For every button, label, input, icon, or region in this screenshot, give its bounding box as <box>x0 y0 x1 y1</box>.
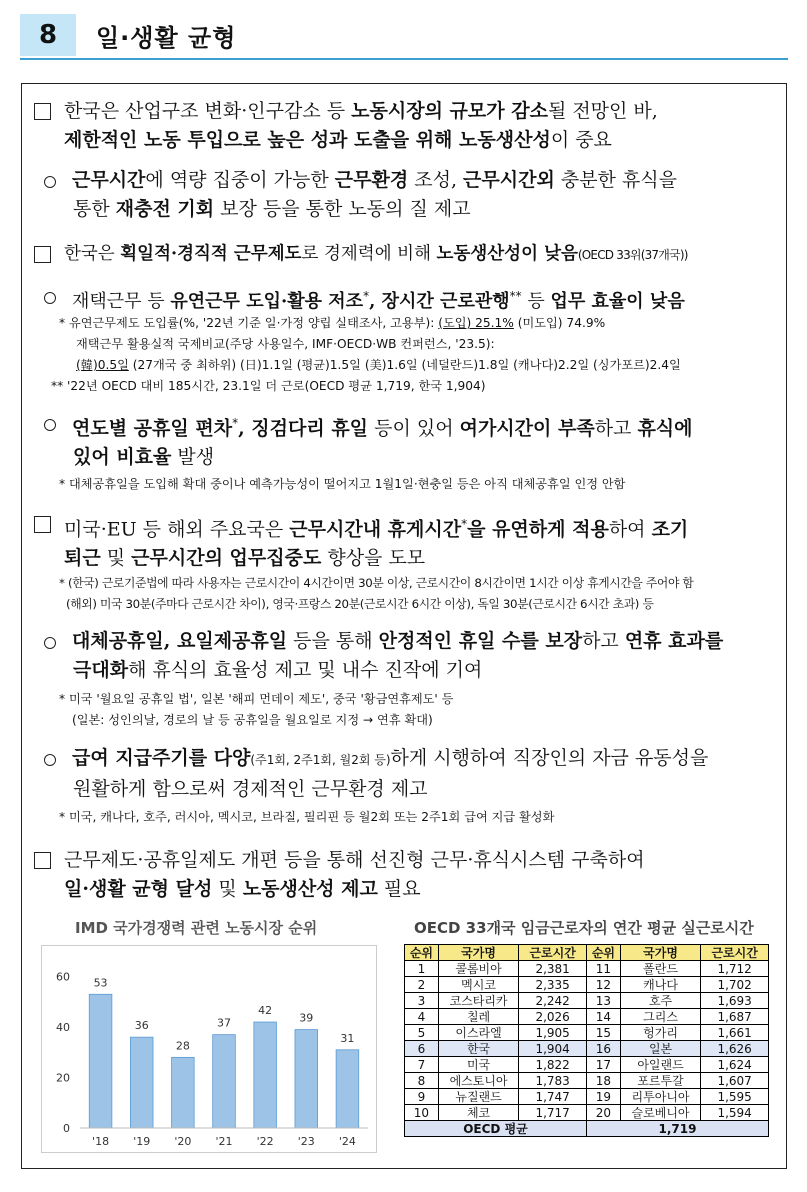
table-cell: 슬로베니아 <box>620 1105 700 1121</box>
x-tick-label: '19 <box>133 1135 151 1148</box>
note-highlight: (도입) 25.1% <box>438 316 514 330</box>
circle-bullet-icon <box>44 637 56 649</box>
table-cell: 19 <box>586 1089 620 1105</box>
emphasis: 재충전 기회 <box>115 198 215 220</box>
table-title: OECD 33개국 임금근로자의 연간 평균 실근로시간 <box>414 919 754 937</box>
square-bullet-icon <box>34 246 51 263</box>
emphasis: 장시간 근로관행 <box>381 291 510 312</box>
bullet-square-4 <box>34 846 645 904</box>
text: 등을 통해 <box>287 630 379 652</box>
y-tick-label: 20 <box>56 1071 70 1085</box>
average-value: 1,719 <box>586 1121 768 1137</box>
x-tick-label: '21 <box>215 1135 233 1148</box>
emphasis: 근무시간내 휴게시간 <box>289 518 462 541</box>
note-text: (해외) 미국 30분(주마다 근로시간 차이), 영국·프랑스 20분(근로시간 6시간 이상), 독일 30분(근로시간 6시간 초과) 등 <box>66 597 654 611</box>
table-cell: 1,607 <box>701 1073 769 1089</box>
table-cell: 이스라엘 <box>438 1025 518 1041</box>
bar <box>254 1022 277 1128</box>
emphasis: 휴식에 <box>637 417 693 440</box>
work-hours-table <box>404 944 769 1137</box>
text: 근무제도·공휴일제도 개편 등을 통해 선진형 근무·휴식시스템 구축하여 <box>64 849 645 871</box>
note-text: ** '22년 OECD 대비 185시간, 23.1일 더 근로(OECD 평균 1,719, 한국 1,904) <box>51 379 486 393</box>
table-cell: 14 <box>586 1009 620 1025</box>
bullet-square-3 <box>34 510 688 573</box>
bar-chart-container <box>41 945 377 1153</box>
text: 한국은 산업구조 변화·인구감소 등 <box>64 100 352 122</box>
table-row <box>405 1105 769 1121</box>
table-cell: 20 <box>586 1105 620 1121</box>
emphasis: 노동생산성 제고 <box>242 878 378 900</box>
table-cell: 2,026 <box>519 1009 587 1025</box>
table-cell: 1,687 <box>701 1009 769 1025</box>
note-highlight: 0.5일 <box>97 358 129 372</box>
emphasis: 극대화 <box>73 659 129 681</box>
table-cell: 1,594 <box>701 1105 769 1121</box>
text: 하여 <box>608 518 652 541</box>
y-tick-label: 40 <box>56 1021 70 1035</box>
average-label: OECD 평균 <box>405 1121 587 1137</box>
table-cell: 17 <box>586 1057 620 1073</box>
table-cell: 호주 <box>620 993 700 1009</box>
column-header: 근로시간 <box>519 945 587 961</box>
note-text: * 유연근무제도 도입률(%, '22년 기준 일·가정 양립 실태조사, 고용부): <box>59 316 439 330</box>
table-cell: 5 <box>405 1025 439 1041</box>
text: 조성, <box>408 169 464 191</box>
table-cell: 3 <box>405 993 439 1009</box>
x-tick-label: '20 <box>174 1135 192 1148</box>
text: 한국은 <box>64 244 121 264</box>
emphasis: 연휴 효과를 <box>624 630 724 652</box>
text: 하게 시행하여 직장인의 자금 유동성을 <box>390 747 709 769</box>
text: 이 중요 <box>550 129 612 151</box>
table-cell: 2 <box>405 977 439 993</box>
x-tick-label: '18 <box>92 1135 110 1148</box>
table-cell: 칠레 <box>438 1009 518 1025</box>
table-cell: 12 <box>586 977 620 993</box>
table-cell: 뉴질랜드 <box>438 1089 518 1105</box>
header-underline <box>20 58 788 60</box>
table-row <box>405 1025 769 1041</box>
text: 등 <box>521 291 551 312</box>
text: 될 전망인 바, <box>547 100 658 122</box>
table-cell: 1,783 <box>519 1073 587 1089</box>
square-bullet-icon <box>34 852 51 869</box>
table-cell: 에스토니아 <box>438 1073 518 1089</box>
text: 향상을 도모 <box>321 547 426 570</box>
data-label: 36 <box>134 1019 149 1033</box>
emphasis: 근무시간의 업무집중도 <box>131 547 322 570</box>
table-cell: 2,242 <box>519 993 587 1009</box>
y-tick-label: 0 <box>63 1122 70 1135</box>
data-label: 53 <box>93 976 108 990</box>
table-cell: 4 <box>405 1009 439 1025</box>
bullet-circle-2 <box>44 282 685 316</box>
table-cell: 리투아니아 <box>620 1089 700 1105</box>
emphasis: 노동시장의 규모가 감소 <box>351 100 548 122</box>
text: 통한 <box>73 198 116 220</box>
table-cell: 1,747 <box>519 1089 587 1105</box>
bullet-circle-4 <box>44 627 723 685</box>
x-tick-label: '22 <box>256 1135 274 1148</box>
bullet-circle-3 <box>44 409 693 472</box>
table-cell: 1,661 <box>701 1025 769 1041</box>
table-cell: 일본 <box>620 1041 700 1057</box>
table-cell: 포르투갈 <box>620 1073 700 1089</box>
circle-bullet-icon <box>44 754 56 766</box>
emphasis: 제한적인 노동 투입으로 높은 성과 도출을 위해 노동생산성 <box>64 129 551 151</box>
table-cell: 캐나다 <box>620 977 700 993</box>
data-label: 37 <box>217 1016 231 1030</box>
table-header-row <box>405 945 769 961</box>
square-bullet-icon <box>34 516 51 533</box>
column-header: 국가명 <box>438 945 518 961</box>
table-cell: 16 <box>586 1041 620 1057</box>
table-cell: 1,624 <box>701 1057 769 1073</box>
emphasis: 노동생산성이 낮음 <box>436 244 578 264</box>
table-average-row <box>405 1121 769 1137</box>
table-cell: 1,904 <box>519 1041 587 1057</box>
text: 보장 등을 통한 노동의 질 제고 <box>214 198 471 220</box>
footnote-mark: * <box>232 416 239 430</box>
note-text: * (한국) 근로기준법에 따라 사용자는 근로시간이 4시간이면 30분 이상, 근로시간이 8시간이면 1시간 이상 휴게시간을 주어야 함 <box>59 576 694 590</box>
emphasis: 근무시간외 <box>463 169 555 191</box>
table-row <box>405 961 769 977</box>
emphasis: 연도별 공휴일 편차 <box>72 417 233 440</box>
table-cell: 콜롬비아 <box>438 961 518 977</box>
emphasis: 안정적인 휴일 수를 보장 <box>378 630 583 652</box>
bullet-circle-1 <box>44 166 677 224</box>
emphasis: 급여 지급주기를 다양 <box>72 747 251 769</box>
text: 미국·EU 등 해외 주요국은 <box>64 518 290 541</box>
emphasis: 있어 비효율 <box>73 446 172 469</box>
table-cell: 1,595 <box>701 1089 769 1105</box>
table-cell: 10 <box>405 1105 439 1121</box>
footnote-mark: * <box>363 289 370 303</box>
emphasis: 퇴근 <box>64 547 101 570</box>
table-cell: 1,712 <box>701 961 769 977</box>
note-block-5: * 미국, 캐나다, 호주, 러시아, 멕시코, 브라질, 필리핀 등 월2회 또는 2주1회 급여 지급 활성화 <box>59 810 555 824</box>
table-cell: 폴란드 <box>620 961 700 977</box>
table-cell: 1,693 <box>701 993 769 1009</box>
table-cell: 18 <box>586 1073 620 1089</box>
data-label: 31 <box>340 1031 355 1045</box>
bar <box>89 994 112 1128</box>
text: 하고 <box>582 630 625 652</box>
table-cell: 11 <box>586 961 620 977</box>
emphasis: 획일적·경직적 근무제도 <box>120 244 302 264</box>
chart-title: IMD 국가경쟁력 관련 노동시장 순위 <box>75 919 318 937</box>
text: 원활하게 함으로써 경제적인 근무환경 제고 <box>73 778 428 800</box>
table-cell: 13 <box>586 993 620 1009</box>
text: 및 <box>212 878 243 900</box>
bar <box>213 1035 236 1128</box>
text: 충분한 휴식을 <box>554 169 678 191</box>
data-label: 42 <box>258 1004 273 1018</box>
table-cell: 6 <box>405 1041 439 1057</box>
table-cell: 한국 <box>438 1041 518 1057</box>
emphasis: 여가시간이 부족 <box>459 417 595 440</box>
footnote-mark: * <box>461 517 468 531</box>
text: 등이 있어 <box>368 417 460 440</box>
table-row <box>405 1073 769 1089</box>
footnote-mark: ** <box>509 289 522 303</box>
circle-bullet-icon <box>44 176 56 188</box>
x-tick-label: '23 <box>297 1135 315 1148</box>
section-title: 일·생활 균형 <box>96 24 237 52</box>
data-label: 39 <box>299 1011 314 1025</box>
note-block-3 <box>59 573 693 615</box>
bullet-square-2 <box>34 240 688 270</box>
note-text: * 미국 '월요일 공휴일 법', 일본 '해피 먼데이 제도', 중국 '황금연휴제도' 등 <box>59 692 454 706</box>
emphasis: 유연근무 도입·활용 저조 <box>170 291 364 312</box>
column-header: 국가명 <box>620 945 700 961</box>
table-cell: 2,335 <box>519 977 587 993</box>
column-header: 순위 <box>586 945 620 961</box>
emphasis: , <box>238 417 252 440</box>
bar <box>336 1050 359 1128</box>
bullet-circle-5 <box>44 744 708 804</box>
text: (OECD 33위(37개국)) <box>577 248 688 262</box>
note-block-2: * 대체공휴일을 도입해 확대 중이나 예측가능성이 떨어지고 1월1일·현충일 등은 아직 대체공휴일 인정 안함 <box>59 477 626 491</box>
emphasis: 근무시간 <box>72 169 146 191</box>
emphasis: 조기 <box>651 518 689 541</box>
note-highlight: (韓) <box>76 358 98 372</box>
y-tick-label: 60 <box>56 970 70 984</box>
table-cell: 9 <box>405 1089 439 1105</box>
text: 하고 <box>594 417 638 440</box>
table-row <box>405 977 769 993</box>
table-cell: 15 <box>586 1025 620 1041</box>
table-cell: 그리스 <box>620 1009 700 1025</box>
emphasis: 을 유연하게 적용 <box>467 518 609 541</box>
table-cell: 체코 <box>438 1105 518 1121</box>
note-block-4 <box>59 689 453 731</box>
data-label: 28 <box>175 1039 190 1053</box>
circle-bullet-icon <box>44 419 56 431</box>
table-cell: 8 <box>405 1073 439 1089</box>
table-cell: 멕시코 <box>438 977 518 993</box>
table-cell: 7 <box>405 1057 439 1073</box>
text: 필요 <box>377 878 421 900</box>
table-cell: 2,381 <box>519 961 587 977</box>
emphasis: 징검다리 휴일 <box>251 417 369 440</box>
section-header <box>20 14 788 56</box>
emphasis: 근무환경 <box>334 169 409 191</box>
text: (주1회, 2주1회, 월2회 등) <box>250 753 391 767</box>
table-cell: 헝가리 <box>620 1025 700 1041</box>
table-cell: 1,905 <box>519 1025 587 1041</box>
text: 발생 <box>171 446 215 469</box>
column-header: 순위 <box>405 945 439 961</box>
text: 해 휴식의 효율성 제고 및 내수 진작에 기여 <box>128 659 483 681</box>
table-cell: 미국 <box>438 1057 518 1073</box>
emphasis: 대체공휴일, 요일제공휴일 <box>72 630 288 652</box>
table-cell: 아일랜드 <box>620 1057 700 1073</box>
emphasis: 업무 효율이 낮음 <box>550 291 685 312</box>
table-cell: 코스타리카 <box>438 993 518 1009</box>
table-row <box>405 1057 769 1073</box>
bar <box>295 1030 318 1128</box>
note-text: (27개국 중 최하위) (日)1.1일 (평균)1.5일 (美)1.6일 (네덜란드)1.8일 (캐나다)2.2일 (싱가포르)2.4일 <box>128 358 681 372</box>
text: 및 <box>100 547 132 570</box>
table-row <box>405 993 769 1009</box>
table-cell: 1,626 <box>701 1041 769 1057</box>
note-text: (일본: 성인의날, 경로의 날 등 공휴일을 월요일로 지정 → 연휴 확대) <box>72 713 433 727</box>
text: 로 경제력에 비해 <box>301 244 437 264</box>
table-row <box>405 1041 769 1057</box>
table-cell: 1,822 <box>519 1057 587 1073</box>
table-cell: 1,702 <box>701 977 769 993</box>
bullet-square-1 <box>34 97 658 155</box>
square-bullet-icon <box>34 103 51 120</box>
bar <box>130 1037 153 1128</box>
column-header: 근로시간 <box>701 945 769 961</box>
section-number: 8 <box>20 14 76 56</box>
circle-bullet-icon <box>44 292 56 304</box>
text: 에 역량 집중이 가능한 <box>145 169 335 191</box>
table-cell: 1 <box>405 961 439 977</box>
note-text: (미도입) 74.9% <box>513 316 606 330</box>
bar-chart <box>42 946 376 1152</box>
emphasis: 일·생활 균형 달성 <box>64 878 213 900</box>
x-tick-label: '24 <box>338 1135 356 1148</box>
note-text: 재택근무 활용실적 국제비교(주당 사용일수, IMF·OECD·WB 컨퍼런스, '23.5): <box>76 337 495 351</box>
table-row <box>405 1089 769 1105</box>
table-row <box>405 1009 769 1025</box>
text: 재택근무 등 <box>72 291 171 312</box>
emphasis: , <box>369 291 382 312</box>
note-block-1 <box>51 313 681 397</box>
bar <box>172 1057 195 1128</box>
table-cell: 1,717 <box>519 1105 587 1121</box>
